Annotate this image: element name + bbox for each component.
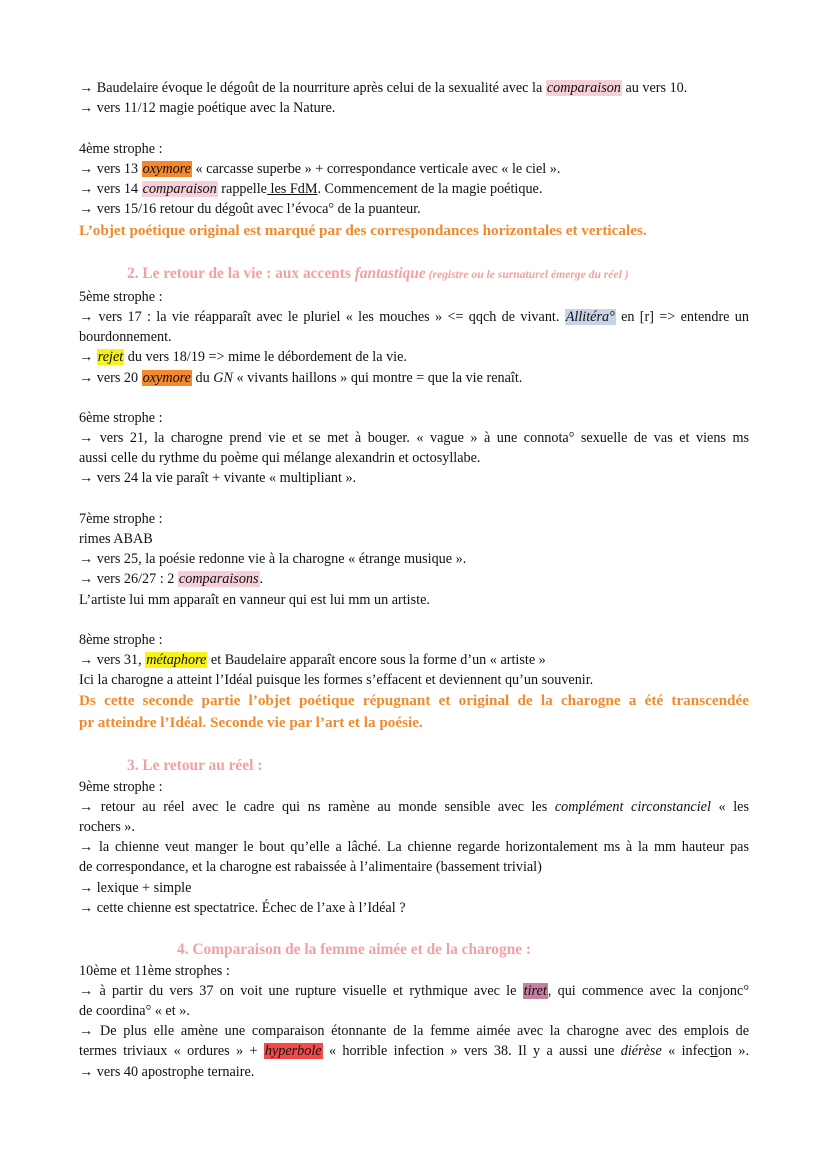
highlight-oxymore: oxymore [142,370,191,386]
section-heading: 3. Le retour au réel : [127,757,263,774]
strophe-label: 8ème strophe : [79,632,163,648]
text-line: Ici la charogne a atteint l’Idéal puisque les formes s’effacent et deviennent qu’un souvenir. [79,672,594,688]
text-line: → lexique + simple [79,880,192,896]
text-line: → vers 20 oxymore du GN « vivants haillons » qui montre = que la vie renaît. [79,370,523,386]
text-line: → vers 26/27 : 2 comparaisons. [79,571,264,587]
highlight-comparaison: comparaison [546,80,621,96]
text-line: → vers 14 comparaison rappelle les FdM. Commencement de la magie poétique. [79,181,543,197]
text-line: → De plus elle amène une comparaison étonnante de la femme aimée avec la charogne avec des emplois de [79,1023,749,1039]
text-line: → à partir du vers 37 on voit une rupture visuelle et rythmique avec le tiret, qui commence avec la conjonc° [79,983,750,999]
highlight-rejet: rejet [97,349,124,365]
text-line: bourdonnement. [79,329,172,345]
conclusion-text: L’objet poétique original est marqué par des correspondances horizontales et verticales. [79,222,647,239]
strophe-label: 9ème strophe : [79,779,163,795]
conclusion-text: Ds cette seconde partie l’objet poétique répugnant et original de la charogne a été transcendée [79,692,749,709]
text-line: → la chienne veut manger le bout qu’elle a lâché. La chienne regarde horizontalement ms à la mm hauteur pas [79,839,749,855]
highlight-hyperbole: hyperbole [264,1043,322,1059]
text-line: → Baudelaire évoque le dégoût de la nourriture après celui de la sexualité avec la comparaison au vers 10. [79,80,688,96]
highlight-metaphore: métaphore [146,652,207,668]
section-heading: 2. Le retour de la vie : aux accents fantastique (registre ou le surnaturel émerge du réel ) [127,265,629,282]
text-line: → vers 21, la charogne prend vie et se met à bouger. « vague » à une connota° sexuelle de vas et viens ms [79,430,749,446]
text-line: de coordina° « et ». [79,1003,190,1019]
text-line: → vers 40 apostrophe ternaire. [79,1064,255,1080]
text-line: → vers 25, la poésie redonne vie à la charogne « étrange musique ». [79,551,467,567]
text-line: rochers ». [79,819,135,835]
text-line: → vers 13 oxymore « carcasse superbe » + correspondance verticale avec « le ciel ». [79,161,561,177]
highlight-comparaison: comparaison [142,181,217,197]
conclusion-text: pr atteindre l’Idéal. Seconde vie par l’art et la poésie. [79,714,423,731]
highlight-oxymore: oxymore [142,161,191,177]
text-line: → vers 11/12 magie poétique avec la Nature. [79,100,336,116]
text-line: → rejet du vers 18/19 => mime le débordement de la vie. [79,349,407,365]
highlight-tiret: tiret [523,983,547,999]
strophe-label: 10ème et 11ème strophes : [79,963,230,979]
text-line: rimes ABAB [79,531,153,547]
text-line: → vers 17 : la vie réapparaît avec le pluriel « les mouches » <= qqch de vivant. Allitéra° en [r] => entendre un [79,309,749,325]
text-line: → vers 24 la vie paraît + vivante « multipliant ». [79,470,357,486]
section-heading: 4. Comparaison de la femme aimée et de la charogne : [177,941,532,958]
highlight-comparaisons: comparaisons [178,571,259,587]
highlight-alliteration: Allitéra° [565,309,615,325]
text-line: → vers 31, métaphore et Baudelaire apparaît encore sous la forme d’un « artiste » [79,652,546,668]
text-line: L’artiste lui mm apparaît en vanneur qui est lui mm un artiste. [79,592,430,608]
strophe-label: 4ème strophe : [79,141,163,157]
text-line: de correspondance, et la charogne est rabaissée à l’alimentaire (bassement trivial) [79,859,542,875]
text-line: → cette chienne est spectatrice. Échec de l’axe à l’Idéal ? [79,900,406,916]
strophe-label: 5ème strophe : [79,289,163,305]
text-line: aussi celle du rythme du poème qui mélange alexandrin et octosyllabe. [79,450,481,466]
strophe-label: 7ème strophe : [79,511,163,527]
text-line: → retour au réel avec le cadre qui ns ramène au monde sensible avec les complément circonstanciel « les [79,799,749,815]
strophe-label: 6ème strophe : [79,410,163,426]
text-line: termes triviaux « ordures » + hyperbole « horrible infection » vers 38. Il y a aussi une diérèse « infection ». [79,1043,750,1059]
text-line: → vers 15/16 retour du dégoût avec l’évoca° de la puanteur. [79,201,421,217]
